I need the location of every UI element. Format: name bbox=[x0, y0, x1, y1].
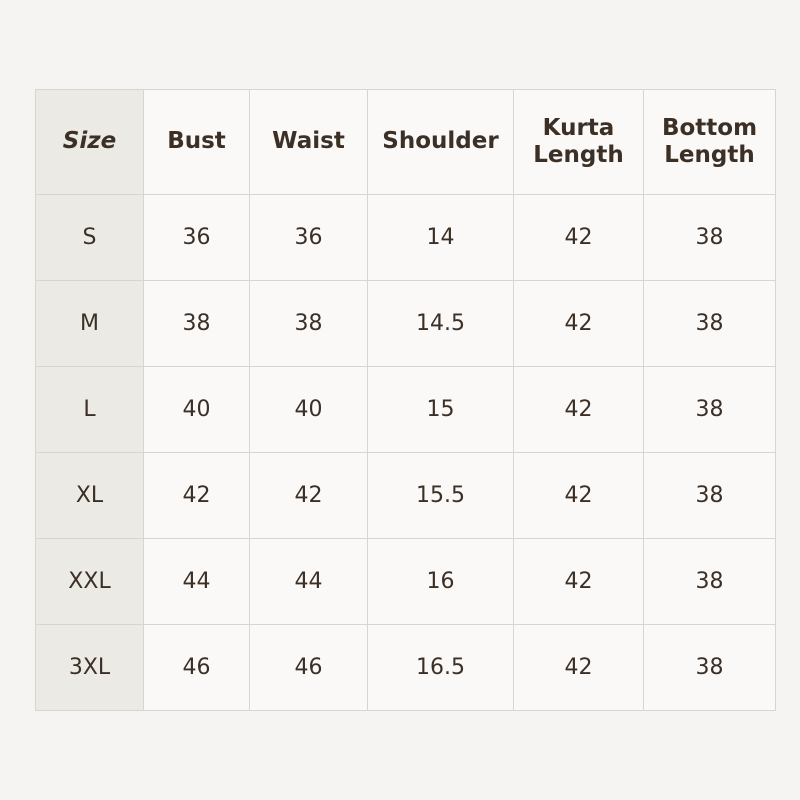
table-row bbox=[36, 367, 776, 453]
cell-shoulder: 14 bbox=[368, 195, 514, 281]
cell-shoulder: 14.5 bbox=[368, 281, 514, 367]
table-header bbox=[36, 90, 776, 195]
table-row bbox=[36, 539, 776, 625]
table-row bbox=[36, 195, 776, 281]
cell-bottom-length: 38 bbox=[644, 367, 776, 453]
cell-kurta-length: 42 bbox=[514, 195, 644, 281]
cell-kurta-length: 42 bbox=[514, 367, 644, 453]
cell-kurta-length: 42 bbox=[514, 453, 644, 539]
cell-bust: 38 bbox=[144, 281, 250, 367]
cell-bottom-length: 38 bbox=[644, 625, 776, 711]
cell-waist: 42 bbox=[250, 453, 368, 539]
table-row bbox=[36, 625, 776, 711]
cell-bottom-length: 38 bbox=[644, 539, 776, 625]
cell-kurta-length: 42 bbox=[514, 281, 644, 367]
size-chart-container bbox=[35, 89, 765, 711]
cell-bust: 36 bbox=[144, 195, 250, 281]
cell-bottom-length: 38 bbox=[644, 453, 776, 539]
cell-waist: 44 bbox=[250, 539, 368, 625]
cell-waist: 46 bbox=[250, 625, 368, 711]
cell-shoulder: 16 bbox=[368, 539, 514, 625]
cell-waist: 40 bbox=[250, 367, 368, 453]
column-header-bottom-length: Bottom Length bbox=[644, 90, 776, 195]
table-row bbox=[36, 281, 776, 367]
column-header-waist: Waist bbox=[250, 90, 368, 195]
table-body bbox=[36, 195, 776, 711]
cell-bust: 46 bbox=[144, 625, 250, 711]
cell-size: L bbox=[36, 367, 144, 453]
cell-bust: 44 bbox=[144, 539, 250, 625]
cell-waist: 36 bbox=[250, 195, 368, 281]
cell-size: 3XL bbox=[36, 625, 144, 711]
size-chart-table bbox=[35, 89, 776, 711]
cell-size: XXL bbox=[36, 539, 144, 625]
column-header-kurta-length: Kurta Length bbox=[514, 90, 644, 195]
cell-shoulder: 16.5 bbox=[368, 625, 514, 711]
cell-waist: 38 bbox=[250, 281, 368, 367]
cell-size: XL bbox=[36, 453, 144, 539]
cell-shoulder: 15 bbox=[368, 367, 514, 453]
column-header-size: Size bbox=[36, 90, 144, 195]
cell-kurta-length: 42 bbox=[514, 625, 644, 711]
cell-bust: 40 bbox=[144, 367, 250, 453]
header-row bbox=[36, 90, 776, 195]
cell-bottom-length: 38 bbox=[644, 281, 776, 367]
cell-kurta-length: 42 bbox=[514, 539, 644, 625]
cell-size: S bbox=[36, 195, 144, 281]
column-header-bust: Bust bbox=[144, 90, 250, 195]
column-header-shoulder: Shoulder bbox=[368, 90, 514, 195]
cell-size: M bbox=[36, 281, 144, 367]
table-row bbox=[36, 453, 776, 539]
cell-shoulder: 15.5 bbox=[368, 453, 514, 539]
cell-bottom-length: 38 bbox=[644, 195, 776, 281]
cell-bust: 42 bbox=[144, 453, 250, 539]
